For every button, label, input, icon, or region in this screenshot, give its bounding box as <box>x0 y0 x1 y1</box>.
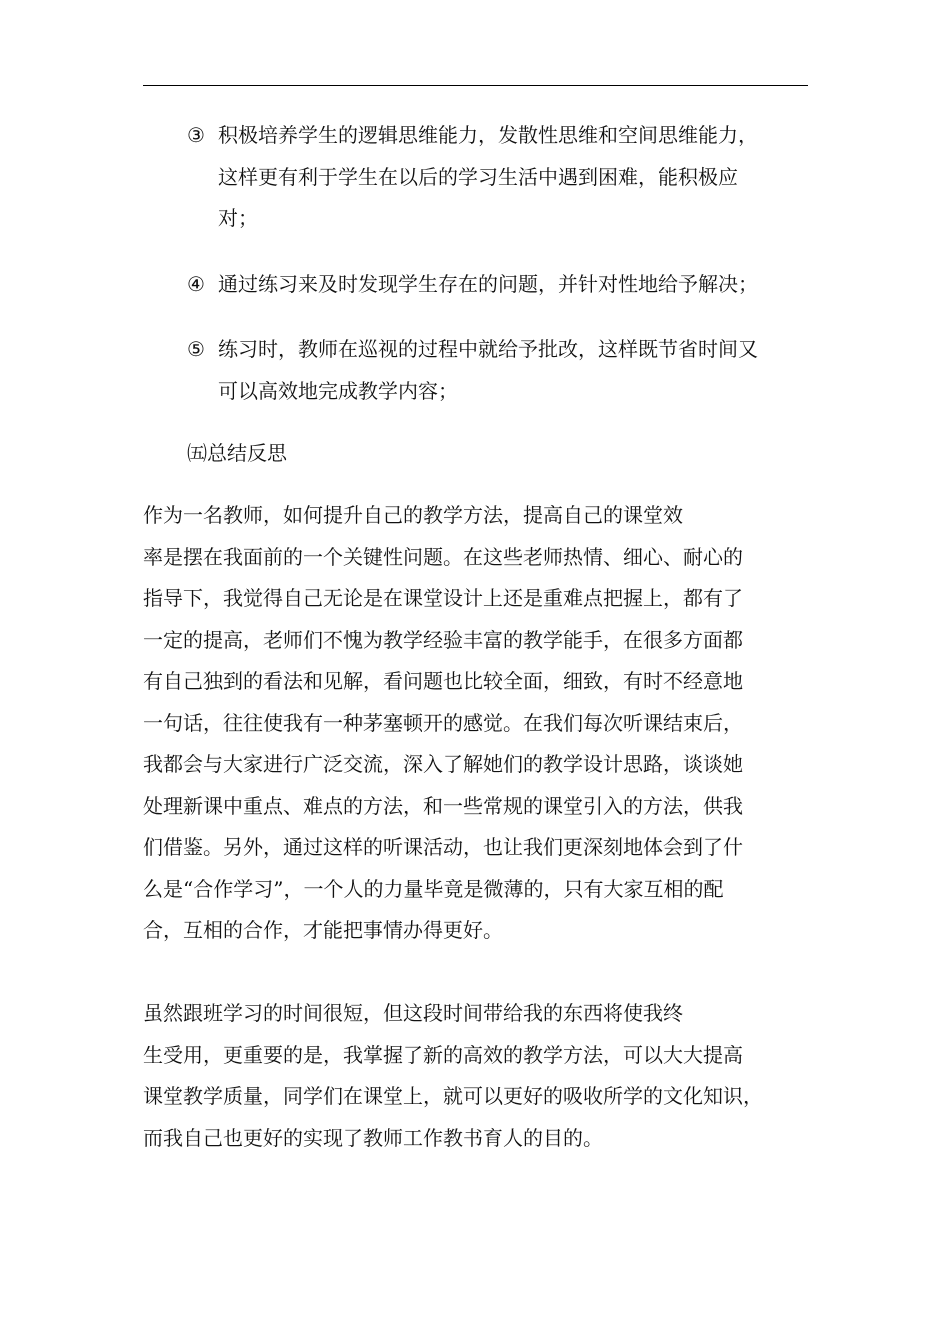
list-item-text: 练习时，教师在巡视的过程中就给予批改，这样既节省时间又 可以高效地完成教学内容； <box>218 337 758 403</box>
list-item-3 <box>187 115 812 240</box>
list-item-5 <box>187 329 812 412</box>
list-item-text: 通过练习来及时发现学生存在的问题，并针对性地给予解决； <box>218 272 758 296</box>
body-paragraph-reflection: 作为一名教师，如何提升自己的教学方法，提高自己的课堂效 率是摆在我面前的一个关键性问题。在这些老师热情、细心、耐心的 指导下，我觉得自己无论是在课堂设计上还是重难点把握上，都有了 一定的提高，老师们不愧为教学经验丰富的教学能手，在很多方面都 有自己独到的看法和见解，看问题也比较全面，细致，有时不经意地 一句话，往往使我有一种茅塞顿开的感觉。在我们每次听课结束后， 我都会与大家进行广泛交流，深入了解她们的教学设计思路，谈谈她 处理新课中重点、难点的方法，和一些常规的课堂引入的方法，供我 们借鉴。另外，通过这样的听课活动，也让我们更深刻地体会到了什 么是“合作学习”，一个人的力量毕竟是微薄的，只有大家互相的配 合，互相的合作，才能把事情办得更好。 <box>143 503 743 942</box>
list-item-4 <box>187 264 812 306</box>
header-rule <box>143 85 808 86</box>
list-item-text: 积极培养学生的逻辑思维能力，发散性思维和空间思维能力， 这样更有利于学生在以后的学习生活中遇到困难，能积极应 对； <box>218 123 758 230</box>
body-paragraph-conclusion: 虽然跟班学习的时间很短，但这段时间带给我的东西将使我终 生受用，更重要的是，我掌握了新的高效的教学方法，可以大大提高 课堂教学质量，同学们在课堂上，就可以更好的吸收所学的文化知识， 而我自己也更好的实现了教师工作教书育人的目的。 <box>143 1001 763 1150</box>
list-marker: ④ <box>187 272 205 296</box>
list-marker: ⑤ <box>187 337 205 361</box>
section-heading: ㈤总结反思 <box>187 441 287 465</box>
list-marker: ③ <box>187 123 205 147</box>
